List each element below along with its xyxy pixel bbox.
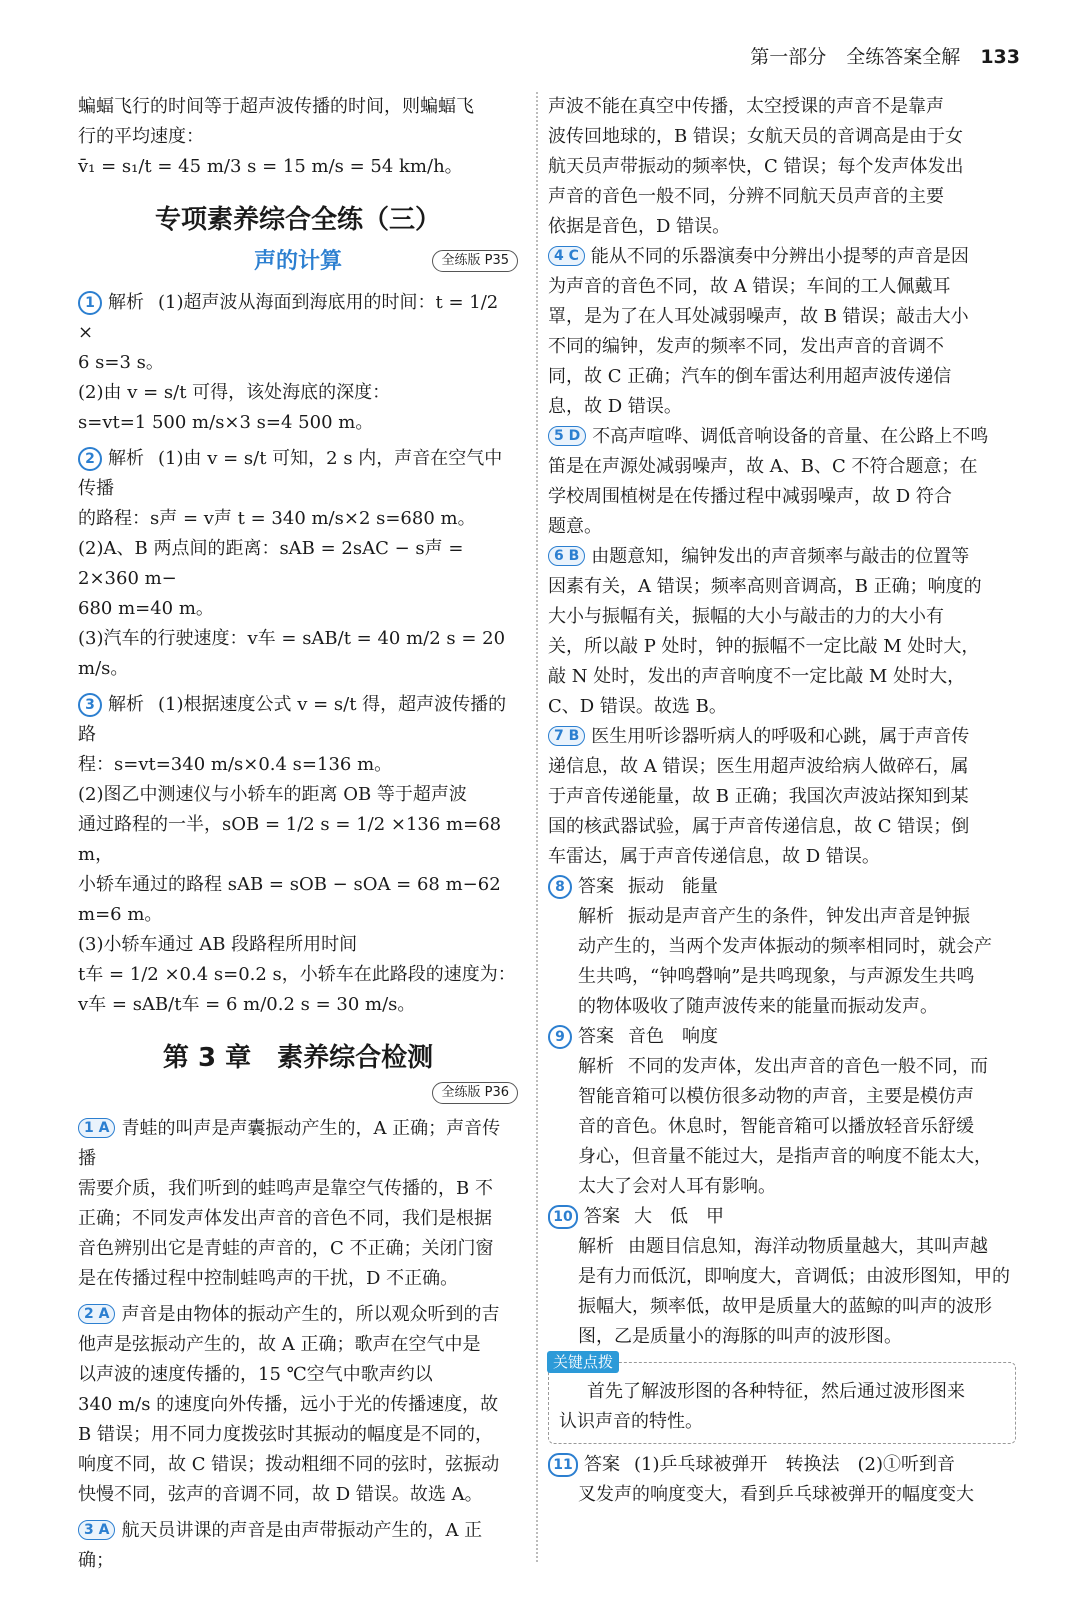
text-line: 声波不能在真空中传播，太空授课的声音不是靠声 — [548, 96, 944, 117]
question-number: 1 — [78, 291, 102, 315]
question-number: 10 — [548, 1205, 578, 1229]
key-tip-label: 关键点拨 — [547, 1351, 619, 1373]
page-number: 133 — [980, 46, 1020, 68]
question-number: 8 — [548, 875, 572, 899]
answer-badge: 2 A — [78, 1304, 115, 1324]
text-line: 笛是在声源处减弱噪声，故 A、B、C 不符合题意；在 — [548, 456, 978, 477]
answer-label: 答案 — [578, 876, 614, 897]
text-line: 行的平均速度： — [78, 126, 204, 147]
text-line: 青蛙的叫声是声囊振动产生的，A 正确；声音传播 — [78, 1118, 501, 1169]
text-line: (1)由 v = s/t 可知，2 s 内，声音在空气中传播 — [78, 448, 503, 499]
text-line: 6 s=3 s。 — [78, 352, 164, 373]
answer-1 — [78, 1114, 518, 1294]
text-line: 需要介质，我们听到的蛙鸣声是靠空气传播的，B 不 — [78, 1178, 493, 1199]
header-part: 第一部分 — [750, 46, 827, 68]
column-divider — [536, 92, 538, 1562]
text-line: (3)汽车的行驶速度：v车 = sAB/t = 40 m/2 s = 20 m/s。 — [78, 628, 506, 679]
text-line: 蝙蝠飞行的时间等于超声波传播的时间，则蝙蝠飞 — [78, 96, 474, 117]
text-line: 医生用听诊器听病人的呼吸和心跳，属于声音传 — [591, 726, 970, 747]
text-line: 声音是由物体的振动产生的，所以观众听到的吉 — [121, 1304, 500, 1325]
text-line: 太大了会对人耳有影响。 — [578, 1176, 776, 1197]
answer-6 — [548, 542, 1016, 722]
text-line: (3)小轿车通过 AB 段路程所用时间 — [78, 934, 358, 955]
text-line: 音的音色。休息时，智能音箱可以播放轻音乐舒缓 — [578, 1116, 974, 1137]
text-line: 题意。 — [548, 516, 602, 537]
answer-9 — [548, 1022, 1016, 1202]
text-line: 车雷达，属于声音传递信息，故 D 错误。 — [548, 846, 880, 867]
answer-label: 答案 — [584, 1206, 620, 1227]
question-2 — [78, 444, 518, 684]
text-line: 罩，是为了在人耳处减弱噪声，故 B 错误；敲击大小 — [548, 306, 969, 327]
answer-label: 答案 — [578, 1026, 614, 1047]
answer-5 — [548, 422, 1016, 542]
text-line: 为声音的音色不同，故 A 错误；车间的工人佩戴耳 — [548, 276, 951, 297]
text-line: 波传回地球的，B 错误；女航天员的音调高是由于女 — [548, 126, 963, 147]
left-column — [78, 92, 518, 1576]
text-line: 的路程：s声 = v声 t = 340 m/s×2 s=680 m。 — [78, 508, 476, 529]
page-header — [736, 42, 1020, 69]
answer-3 — [78, 1516, 518, 1576]
answer-badge: 1 A — [78, 1118, 115, 1138]
text-line: 图，乙是质量小的海豚的叫声的波形图。 — [578, 1326, 902, 1347]
text-line: B 错误；用不同力度拨弦时其振动的幅度是不同的， — [78, 1424, 493, 1445]
answer-badge: 4 C — [548, 246, 585, 266]
text-line: 首先了解波形图的各种特征，然后通过波形图来 — [587, 1381, 965, 1402]
section-title: 专项素养综合全练（三） — [154, 205, 441, 235]
text-line: 智能音箱可以模仿很多动物的声音，主要是模仿声 — [578, 1086, 974, 1107]
chapter-title: 第 3 章 素养综合检测 — [162, 1043, 434, 1073]
text-line: v车 = sAB/t车 = 6 m/0.2 s = 30 m/s。 — [78, 994, 416, 1015]
text-line: 程：s=vt=340 m/s×0.4 s=136 m。 — [78, 754, 393, 775]
text-line: 680 m=40 m。 — [78, 598, 214, 619]
text-line: 能从不同的乐器演奏中分辨出小提琴的声音是因 — [590, 246, 969, 267]
text-line: (1)根据速度公式 v = s/t 得，超声波传播的路 — [78, 694, 507, 745]
question-number: 9 — [548, 1025, 572, 1049]
answer-4 — [548, 242, 1016, 422]
analysis-label: 解析 — [578, 1236, 614, 1257]
text-line: 认识声音的特性。 — [559, 1411, 703, 1432]
answer-3-continued — [548, 92, 1016, 242]
answer-10 — [548, 1202, 1016, 1352]
text-line: 关，所以敲 P 处时，钟的振幅不一定比敲 M 处时大， — [548, 636, 980, 657]
answer-8 — [548, 872, 1016, 1022]
text-line: 振幅大，频率低，故甲是质量大的蓝鲸的叫声的波形 — [578, 1296, 992, 1317]
text-line: C、D 错误。故选 B。 — [548, 696, 727, 717]
key-tip-box — [548, 1353, 1016, 1444]
tag-row — [78, 1080, 518, 1108]
text-line: 航天员讲课的声音是由声带振动产生的，A 正确； — [78, 1520, 483, 1571]
text-line: 正确；不同发声体发出声音的音色不同，我们是根据 — [78, 1208, 492, 1229]
text-line: 于声音传递能量，故 B 正确；我国次声波站探知到某 — [548, 786, 969, 807]
text-line: 动产生的，当两个发声体振动的频率相同时，就会产 — [578, 936, 992, 957]
text-line: 学校周围植树是在传播过程中减弱噪声，故 D 符合 — [548, 486, 952, 507]
text-line: 音色辨别出它是青蛙的声音的，C 不正确；关闭门窗 — [78, 1238, 494, 1259]
question-1 — [78, 288, 518, 438]
subtitle-row — [78, 242, 518, 282]
text-line: 依据是音色，D 错误。 — [548, 216, 731, 237]
text-line: (2)A、B 两点间的距离：sAB = 2sAC − s声 = 2×360 m− — [78, 538, 464, 589]
text-line: 国的核武器试验，属于声音传递信息，故 C 错误；倒 — [548, 816, 970, 837]
question-number: 2 — [78, 447, 102, 471]
answer-7 — [548, 722, 1016, 872]
text-line: 递信息，故 A 错误；医生用超声波给病人做碎石，属 — [548, 756, 969, 777]
text-line: 快慢不同，弦声的音调不同，故 D 错误。故选 A。 — [78, 1484, 483, 1505]
page-ref-tag: 全练版 P35 — [432, 250, 518, 272]
text-line: 敲 N 处时，发出的声音响度不一定比敲 M 处时大， — [548, 666, 966, 687]
answer-text: 大 低 甲 — [634, 1206, 724, 1227]
analysis-label: 解析 — [578, 1056, 614, 1077]
analysis-label: 解析 — [578, 906, 614, 927]
text-line: 叉发声的响度变大，看到乒乓球被弹开的幅度变大 — [578, 1484, 974, 1505]
text-line: (1)超声波从海面到海底用的时间：t = 1/2 × — [78, 292, 499, 343]
text-line: 不同的编钟，发声的频率不同，发出声音的音调不 — [548, 336, 944, 357]
keyword-label: 解析 — [108, 292, 144, 313]
text-line: 小轿车通过的路程 sAB = sOB − sOA = 68 m−62 m=6 m。 — [78, 874, 501, 925]
text-line: 生共鸣，“钟鸣磬响”是共鸣现象，与声源发生共鸣 — [578, 966, 975, 987]
question-number: 11 — [548, 1453, 578, 1477]
answer-badge: 6 B — [548, 546, 585, 566]
text-line: (2)由 v = s/t 可得，该处海底的深度： — [78, 382, 391, 403]
text-line: 大小与振幅有关，振幅的大小与敲击的力的大小有 — [548, 606, 944, 627]
text-line: 因素有关，A 错误；频率高则音调高，B 正确；响度的 — [548, 576, 982, 597]
formula-line: v̄₁ = s₁/t = 45 m/3 s = 15 m/s = 54 km/h。 — [78, 156, 463, 177]
text-line: 同，故 C 正确；汽车的倒车雷达利用超声波传递信 — [548, 366, 952, 387]
text-line: 不同的发声体，发出声音的音色一般不同，而 — [628, 1056, 988, 1077]
answer-label: 答案 — [584, 1454, 620, 1475]
header-section: 全练答案全解 — [846, 46, 961, 68]
page-ref-tag: 全练版 P36 — [432, 1082, 518, 1104]
text-line: (2)图乙中测速仪与小轿车的距离 OB 等于超声波 — [78, 784, 467, 805]
text-line: t车 = 1/2 ×0.4 s=0.2 s，小轿车在此路段的速度为： — [78, 964, 516, 985]
answer-badge: 7 B — [548, 726, 585, 746]
question-number: 3 — [78, 693, 102, 717]
text-line: (1)乒乓球被弹开 转换法 (2)①听到音 — [634, 1454, 955, 1475]
text-line: 由题意知，编钟发出的声音频率与敲击的位置等 — [591, 546, 970, 567]
text-line: 以声波的速度传播的，15 ℃空气中歌声约以 — [78, 1364, 433, 1385]
answer-2 — [78, 1300, 518, 1510]
right-column — [548, 92, 1016, 1510]
section-subtitle: 声的计算 — [253, 249, 342, 274]
answer-11 — [548, 1450, 1016, 1510]
text-line: 340 m/s 的速度向外传播，远小于光的传播速度，故 — [78, 1394, 499, 1415]
text-line: 由题目信息知，海洋动物质量越大，其叫声越 — [628, 1236, 988, 1257]
text-line: 是在传播过程中控制蛙鸣声的干扰，D 不正确。 — [78, 1268, 459, 1289]
answer-text: 音色 响度 — [628, 1026, 718, 1047]
keyword-label: 解析 — [108, 448, 144, 469]
text-line: s=vt=1 500 m/s×3 s=4 500 m。 — [78, 412, 374, 433]
text-line: 不高声喧哗、调低音响设备的音量、在公路上不鸣 — [592, 426, 989, 447]
text-line: 身心，但音量不能过大，是指声音的响度不能太大， — [578, 1146, 992, 1167]
text-line: 通过路程的一半，sOB = 1/2 s = 1/2 ×136 m=68 m， — [78, 814, 502, 865]
text-line: 的物体吸收了随声波传来的能量而振动发声。 — [578, 996, 938, 1017]
text-line: 声音的音色一般不同，分辨不同航天员声音的主要 — [548, 186, 944, 207]
text-line: 响度不同，故 C 错误；拨动粗细不同的弦时，弦振动 — [78, 1454, 500, 1475]
answer-text: 振动 能量 — [628, 876, 718, 897]
text-line: 他声是弦振动产生的，故 A 正确；歌声在空气中是 — [78, 1334, 481, 1355]
answer-badge: 5 D — [548, 426, 586, 446]
answer-badge: 3 A — [78, 1520, 115, 1540]
question-3 — [78, 690, 518, 1020]
text-line: 是有力而低沉，即响度大，音调低；由波形图知，甲的 — [578, 1266, 1010, 1287]
keyword-label: 解析 — [108, 694, 144, 715]
text-line: 息，故 D 错误。 — [548, 396, 682, 417]
text-line: 航天员声带振动的频率快，C 错误；每个发声体发出 — [548, 156, 964, 177]
text-line: 振动是声音产生的条件，钟发出声音是钟振 — [628, 906, 970, 927]
